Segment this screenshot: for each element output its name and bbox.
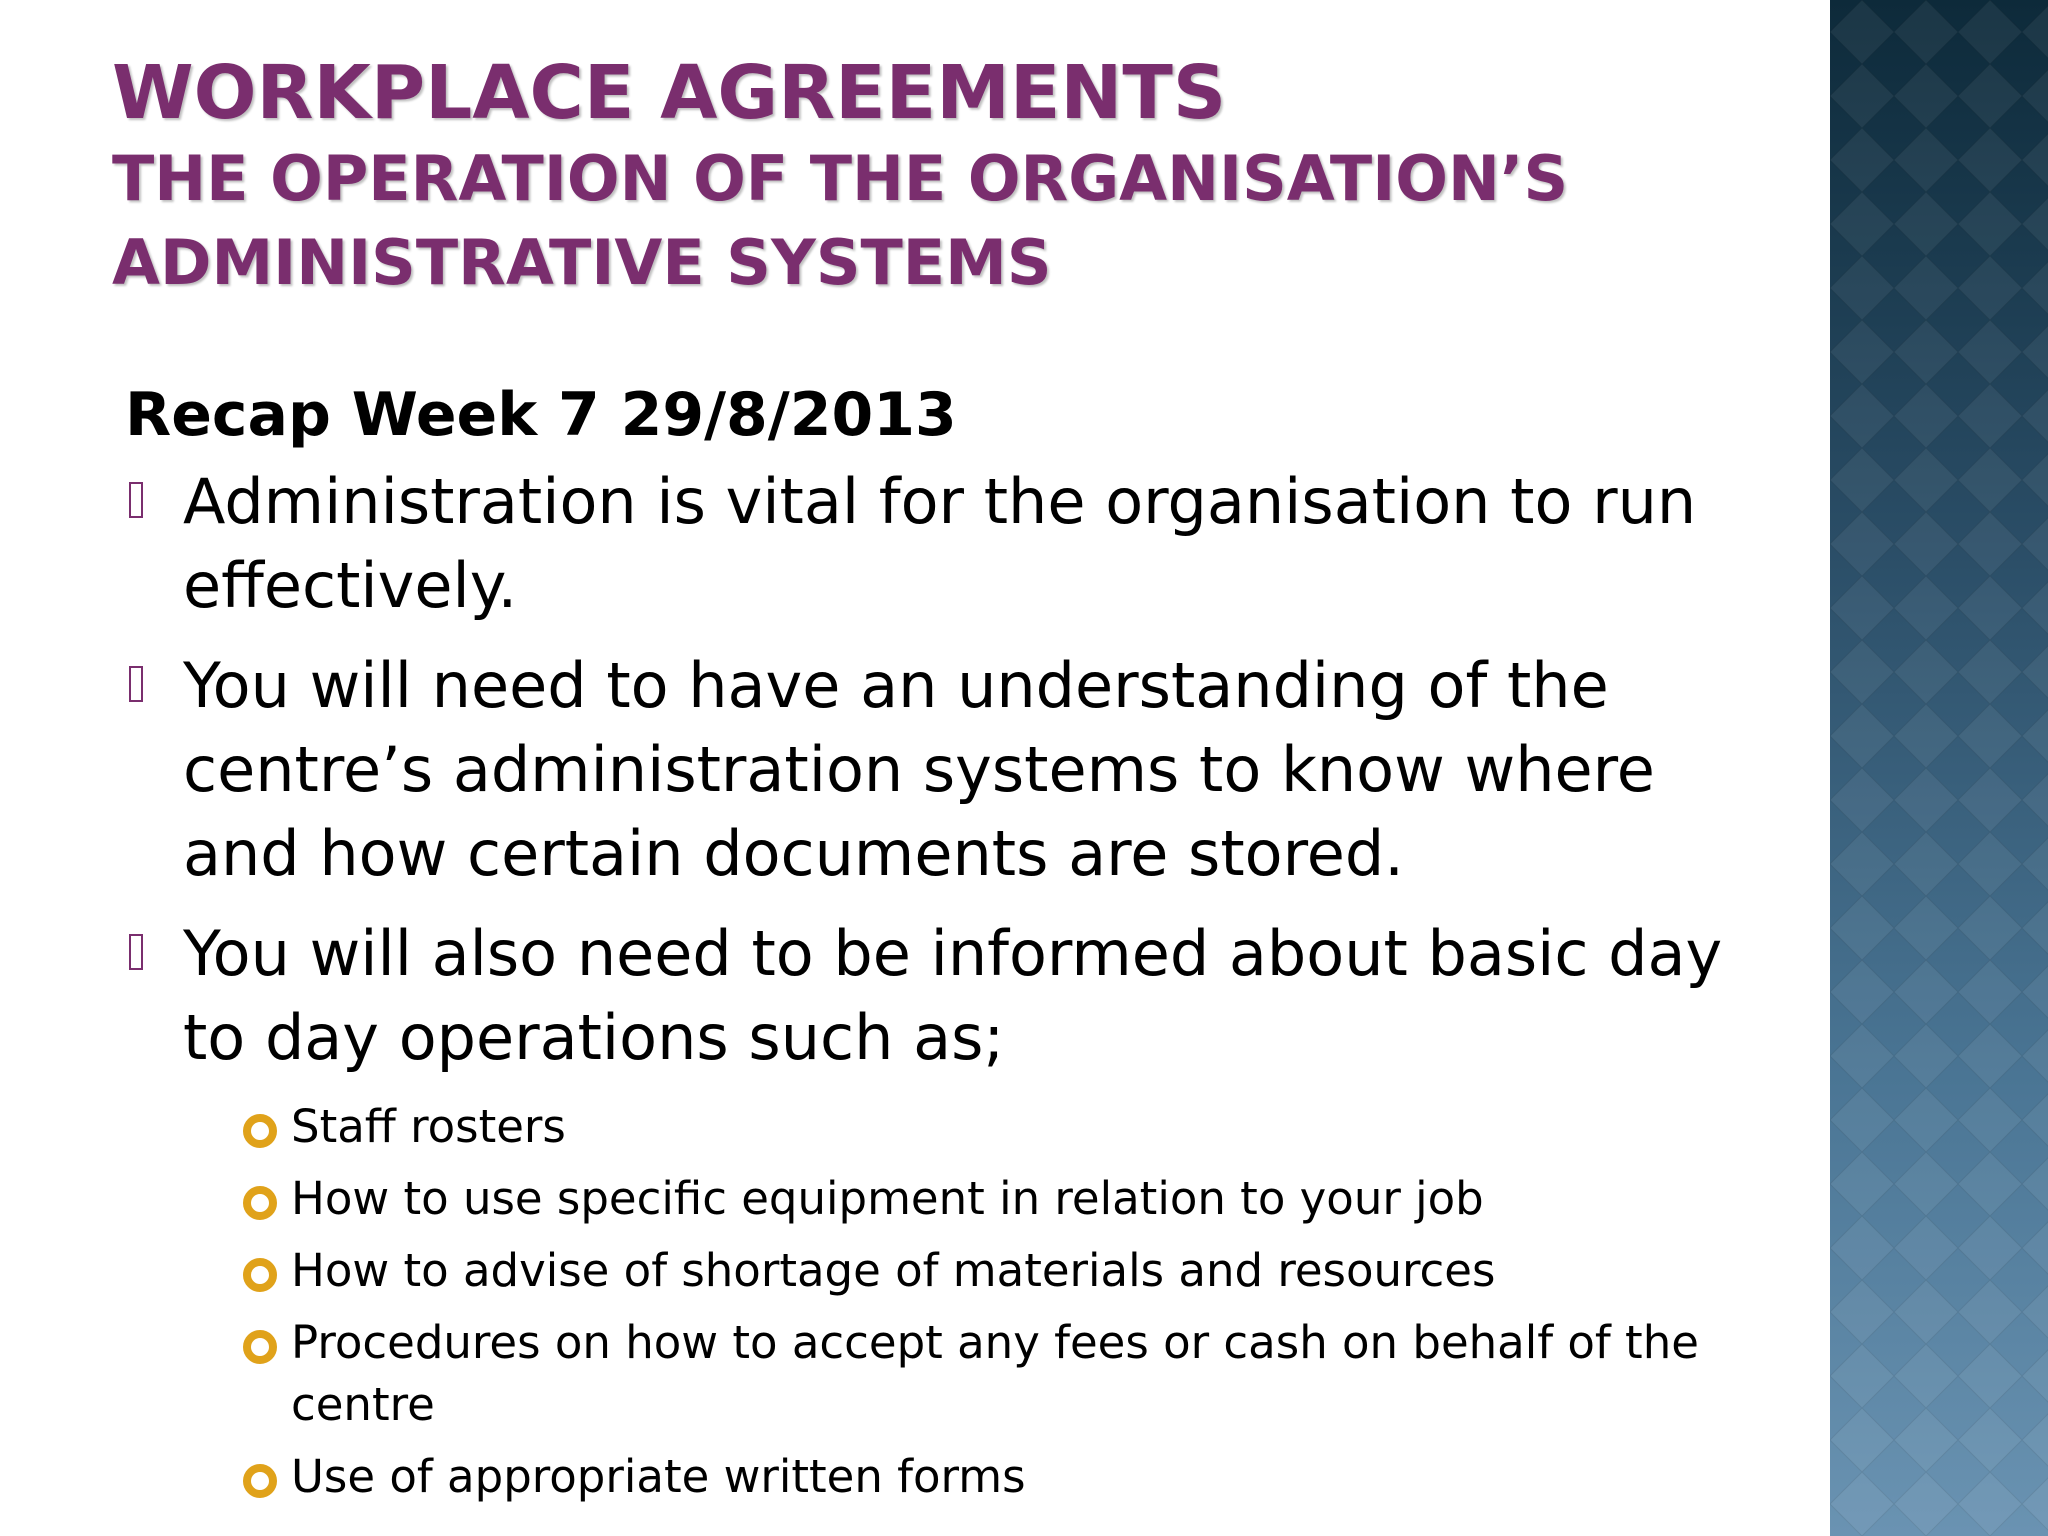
sub-bullet-list bbox=[125, 1096, 1725, 1508]
sub-bullet-text: How to advise of shortage of materials and resources bbox=[291, 1244, 1496, 1297]
bullet-item bbox=[125, 912, 1725, 1080]
slide-body bbox=[125, 380, 1725, 1518]
square-outline-icon bbox=[129, 482, 143, 518]
sub-bullet-text: Staff rosters bbox=[291, 1100, 566, 1153]
title-line-1: WORKPLACE AGREEMENTS bbox=[112, 50, 1227, 136]
ring-icon bbox=[243, 1464, 277, 1498]
sub-bullet-text: How to use specific equipment in relation to your job bbox=[291, 1172, 1484, 1225]
ring-icon bbox=[243, 1258, 277, 1292]
bullet-text: You will need to have an understanding of the centre’s administration systems to know where and how certain documents are stored. bbox=[183, 649, 1655, 890]
sub-bullet-text: Use of appropriate written forms bbox=[291, 1450, 1026, 1503]
sub-bullet-item bbox=[243, 1168, 1725, 1230]
bullet-list bbox=[125, 460, 1725, 1080]
diamond-pattern bbox=[1830, 0, 2048, 1536]
sub-bullet-text: Procedures on how to accept any fees or cash on behalf of the centre bbox=[291, 1316, 1699, 1431]
title-line-3: ADMINISTRATIVE SYSTEMS bbox=[112, 226, 1052, 299]
sub-bullet-item bbox=[243, 1312, 1725, 1436]
square-outline-icon bbox=[129, 666, 143, 702]
bullet-text: You will also need to be informed about basic day to day operations such as; bbox=[183, 917, 1723, 1074]
slide-title bbox=[112, 50, 1612, 316]
ring-icon bbox=[243, 1186, 277, 1220]
ring-icon bbox=[243, 1114, 277, 1148]
sub-bullet-item bbox=[243, 1446, 1725, 1508]
sub-bullet-item bbox=[243, 1096, 1725, 1158]
sub-bullet-item bbox=[243, 1240, 1725, 1302]
bullet-item bbox=[125, 460, 1725, 628]
title-line-2: THE OPERATION OF THE ORGANISATION’S bbox=[112, 142, 1569, 215]
bullet-item bbox=[125, 644, 1725, 896]
decorative-side-band bbox=[1830, 0, 2048, 1536]
ring-icon bbox=[243, 1330, 277, 1364]
recap-heading: Recap Week 7 29/8/2013 bbox=[125, 380, 957, 450]
bullet-text: Administration is vital for the organisation to run effectively. bbox=[183, 465, 1697, 622]
square-outline-icon bbox=[129, 934, 143, 970]
